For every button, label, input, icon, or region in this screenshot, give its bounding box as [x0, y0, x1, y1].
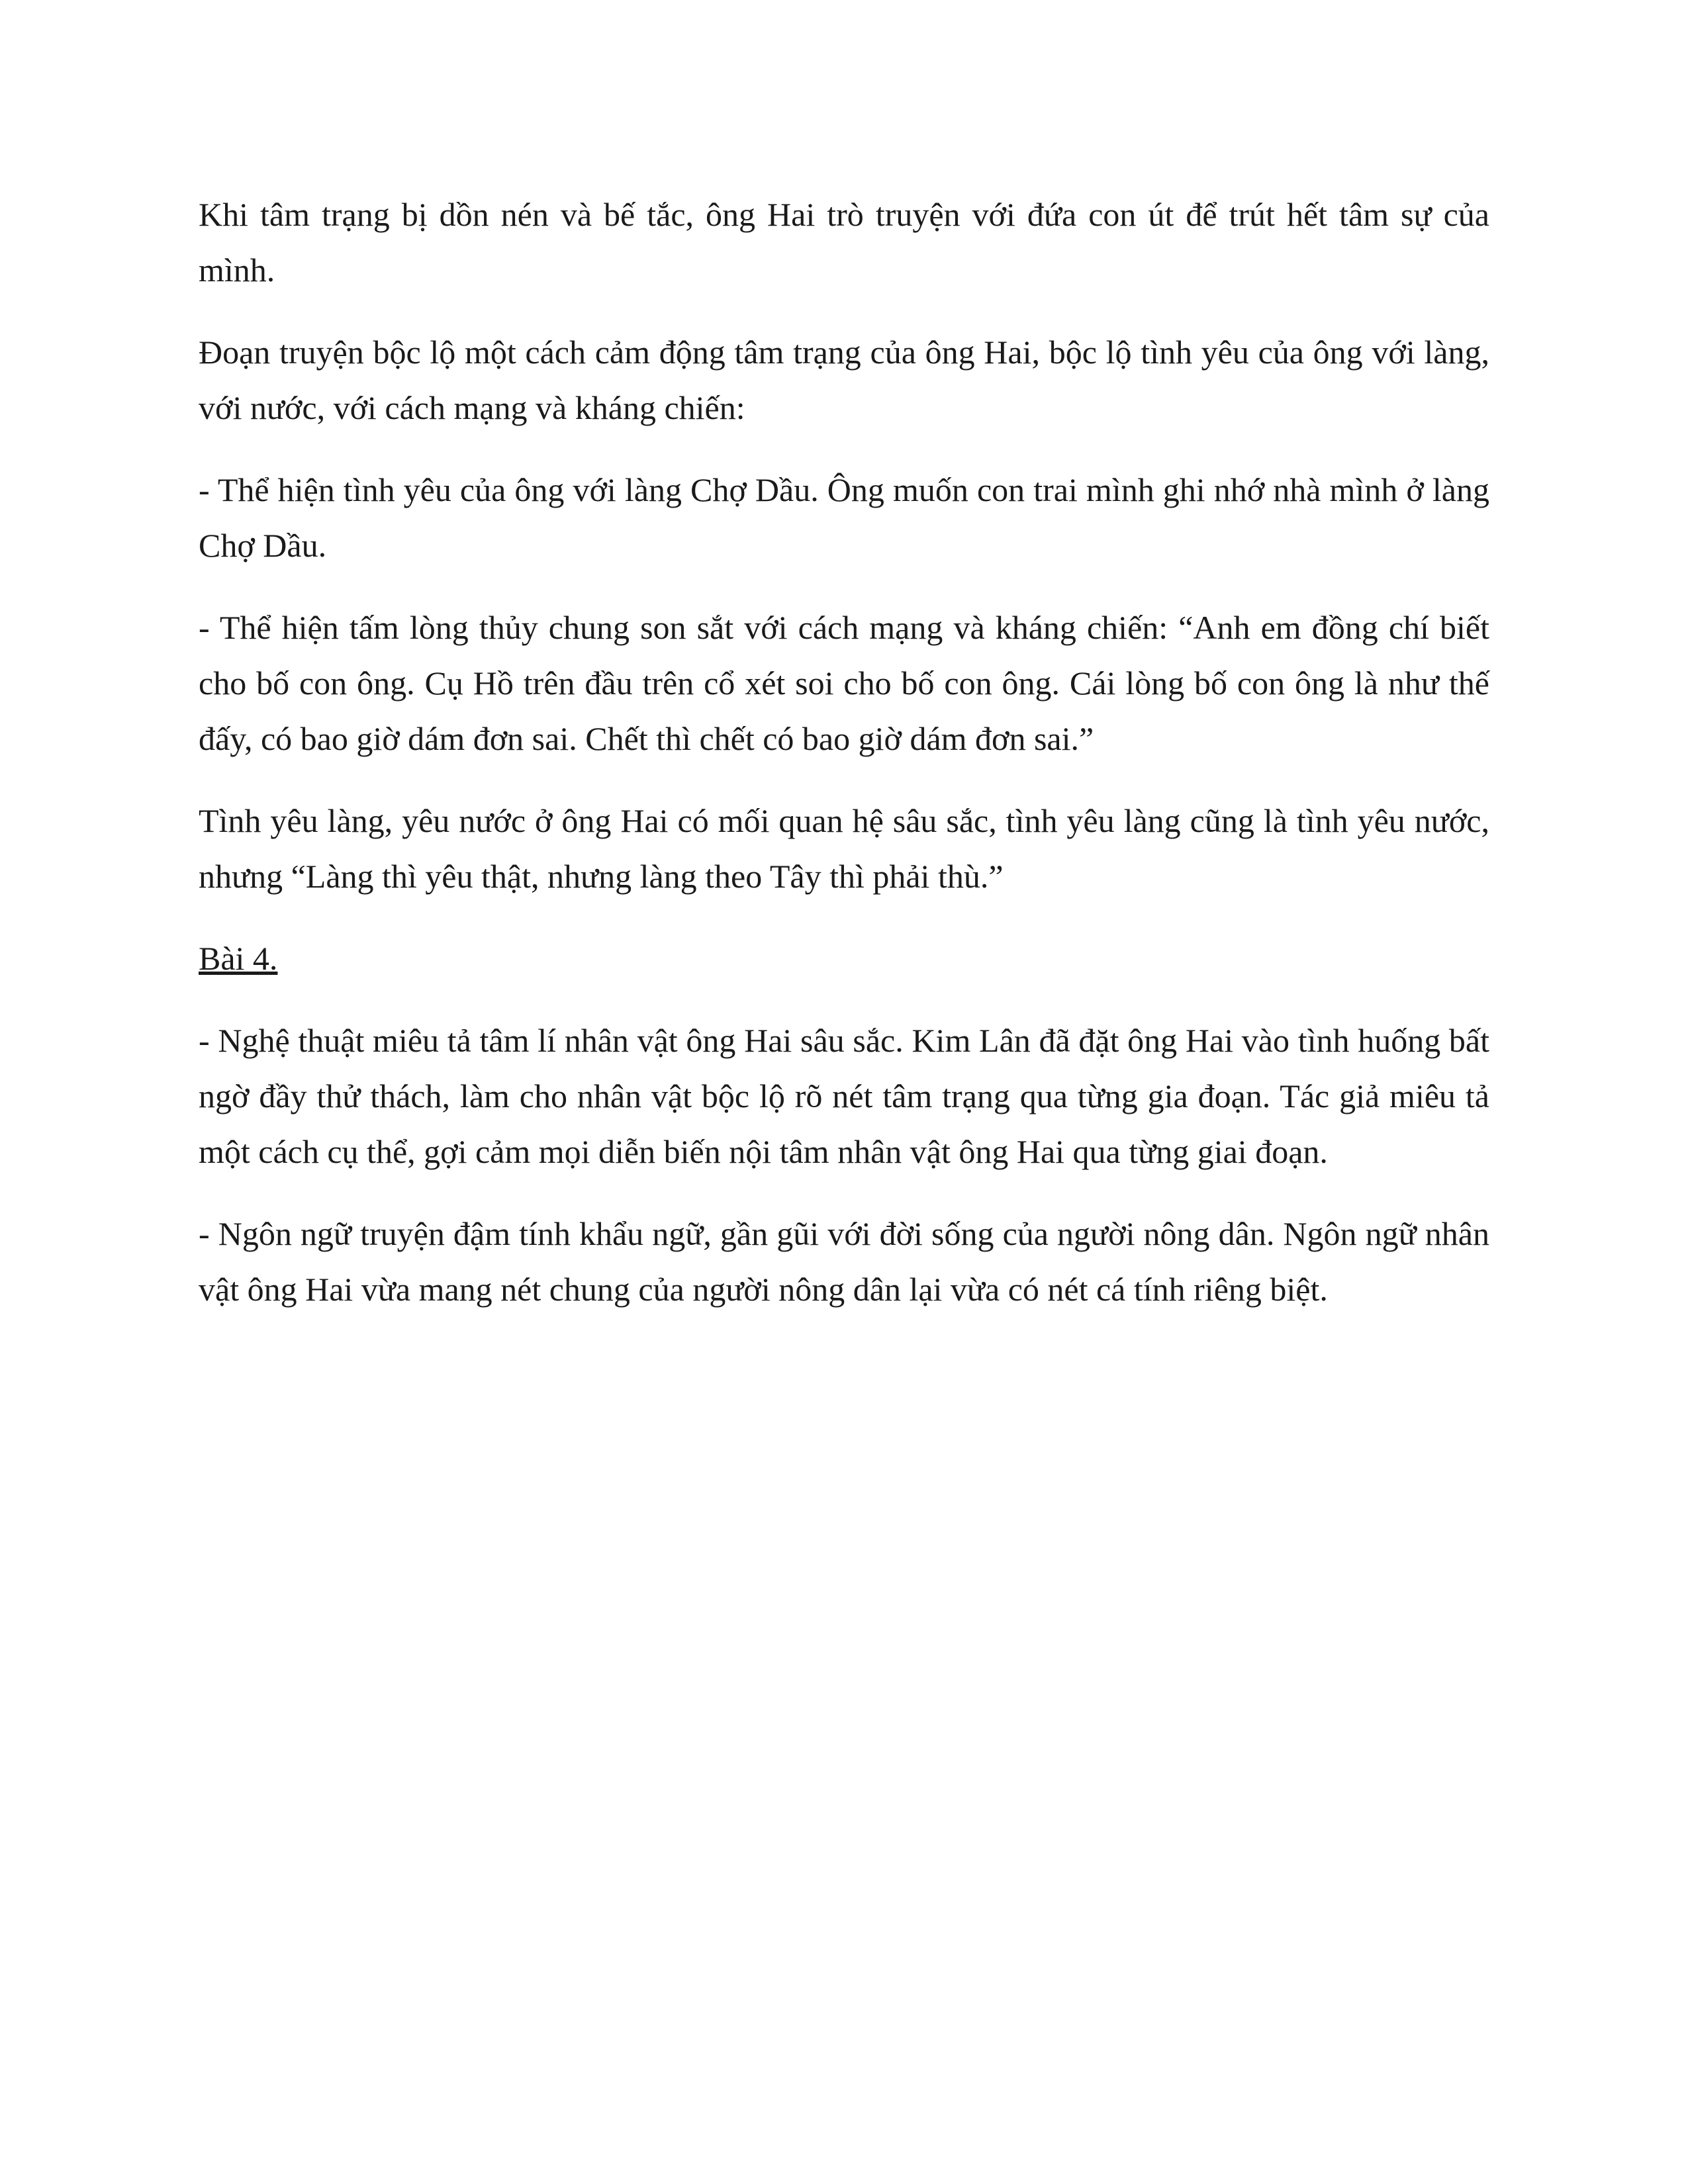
- paragraph-village-and-country: Tình yêu làng, yêu nước ở ông Hai có mối quan hệ sâu sắc, tình yêu làng cũng là tình yêu nước, nhưng “Làng thì yêu thật, nhưng làng theo Tây thì phải thù.”: [199, 802, 1489, 895]
- paragraph-love-of-village: - Thể hiện tình yêu của ông với làng Chợ Dầu. Ông muốn con trai mình ghi nhớ nhà mình ở làng Chợ Dầu.: [199, 471, 1489, 564]
- paragraph-loyalty-to-revolution: - Thể hiện tấm lòng thủy chung son sắt với cách mạng và kháng chiến: “Anh em đồng chí biết cho bố con ông. Cụ Hồ trên đầu trên cổ xét soi cho bố con ông. Cái lòng bố con ông là như thế đấy, có bao giờ dám đơn sai. Chết thì chết có bao giờ dám đơn sai.”: [199, 609, 1489, 757]
- section-heading: Bài 4.: [199, 940, 278, 977]
- paragraph-confiding-to-son: Khi tâm trạng bị dồn nén và bế tắc, ông Hai trò truyện với đứa con út để trút hết tâm sự của mình.: [199, 196, 1489, 289]
- paragraph-language: - Ngôn ngữ truyện đậm tính khẩu ngữ, gần gũi với đời sống của người nông dân. Ngôn ngữ nhân vật ông Hai vừa mang nét chung của người nông dân lại vừa có nét cá tính riêng biệt.: [199, 1215, 1489, 1308]
- document-page: [199, 187, 1489, 1343]
- paragraph-psychological-art: - Nghệ thuật miêu tả tâm lí nhân vật ông Hai sâu sắc. Kim Lân đã đặt ông Hai vào tình huống bất ngờ đầy thử thách, làm cho nhân vật bộc lộ rõ nét tâm trạng qua từng gia đoạn. Tác giả miêu tả một cách cụ thể, gợi cảm mọi diễn biến nội tâm nhân vật ông Hai qua từng giai đoạn.: [199, 1022, 1489, 1170]
- paragraph-emotional-reveal: Đoạn truyện bộc lộ một cách cảm động tâm trạng của ông Hai, bộc lộ tình yêu của ông với làng, với nước, với cách mạng và kháng chiến:: [199, 334, 1489, 426]
